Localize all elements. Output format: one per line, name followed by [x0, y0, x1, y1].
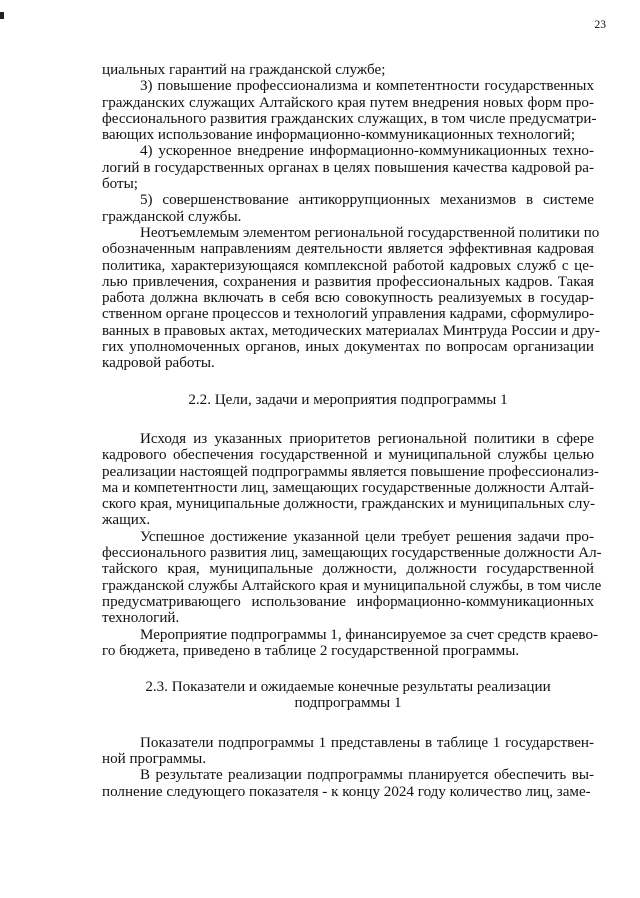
- text-line: логий в государственных органах в целях повышения качества кадровой ра-: [102, 159, 594, 176]
- paragraph: [102, 192, 594, 225]
- text-line: жащих.: [102, 512, 151, 529]
- paragraph: [102, 626, 599, 660]
- text-line: 3) повышение профессионализма и компетентности государственных: [140, 78, 594, 95]
- text-line: го бюджета, приведено в таблице 2 государственной программы.: [102, 642, 520, 659]
- paragraph: [102, 767, 594, 800]
- text-line: ского края, муниципальные должности, гражданских и муниципальных слу-: [102, 496, 596, 513]
- text-line: гих уполномоченных органов, иных документах по вопросам организации: [102, 339, 594, 356]
- text-line: полнение следующего показателя - к концу 2024 году количество лиц, заме-: [102, 783, 591, 800]
- document-body: [102, 62, 602, 800]
- heading-line: 2.2. Цели, задачи и мероприятия подпрограммы 1: [188, 391, 508, 408]
- text-line: Показатели подпрограммы 1 представлены в таблице 1 государствен-: [140, 734, 594, 751]
- text-line: тайского края, муниципальные должности, должности государственной: [102, 561, 594, 578]
- text-line: политика, характеризующаяся комплексной работой кадровых служб с це-: [102, 257, 594, 274]
- page-number: 23: [594, 19, 606, 31]
- text-line: гражданской службы Алтайского края и муниципальной службы, в том числе: [102, 577, 602, 594]
- paragraph: [102, 224, 600, 372]
- text-line: вающих использование информационно-коммуникационных технологий;: [102, 127, 576, 144]
- text-line: обозначенным направлениям деятельности является эффективная кадровая: [102, 241, 594, 258]
- text-line: технологий.: [102, 610, 180, 627]
- text-line: работа должна включать в себя всю совокупность реализуемых в государ-: [102, 290, 594, 307]
- text-line: ванных в правовых актах, методических материалах Минтруда России и дру-: [102, 322, 600, 339]
- text-line: кадрового обеспечения государственной и муниципальной службы целью: [102, 447, 594, 464]
- text-line: Мероприятие подпрограммы 1, финансируемое за счет средств краево-: [140, 626, 599, 643]
- text-line: гражданской службы.: [102, 208, 242, 225]
- text-line: фессионального развития гражданских служащих, в том числе предусматри-: [102, 110, 597, 127]
- text-line: кадровой работы.: [102, 355, 215, 372]
- text-line: боты;: [102, 176, 138, 193]
- paragraph: [102, 143, 594, 192]
- text-line: ной программы.: [102, 750, 207, 767]
- section-heading: [102, 679, 594, 712]
- text-line: В результате реализации подпрограммы планируется обеспечить вы-: [140, 767, 594, 784]
- text-line: ственном органе процессов и технологий управления кадрами, сформулиро-: [102, 306, 595, 323]
- text-line: Неотъемлемым элементом региональной государственной политики по: [140, 224, 600, 241]
- text-line: гражданских служащих Алтайского края путем внедрения новых форм про-: [102, 94, 594, 111]
- text-line: реализации настоящей подпрограммы является повышение профессионализ-: [102, 463, 599, 480]
- text-line: Успешное достижение указанной цели требует решения задачи про-: [140, 528, 594, 545]
- paragraph: [102, 78, 597, 144]
- margin-mark: [0, 12, 4, 19]
- paragraph: [102, 430, 599, 529]
- text-line: 4) ускоренное внедрение информационно-коммуникационных техно-: [140, 143, 594, 160]
- text-line: предусматривающего использование информационно-коммуникационных: [102, 593, 594, 610]
- text-line: ма и компетентности лиц, замещающих государственные должности Алтай-: [102, 479, 594, 496]
- paragraph: [102, 528, 602, 627]
- section-heading: [102, 392, 594, 408]
- heading-line: подпрограммы 1: [294, 695, 402, 712]
- paragraph: [102, 735, 594, 768]
- text-line: лью привлечения, сохранения и развития профессиональных кадров. Такая: [102, 273, 594, 290]
- heading-line: 2.3. Показатели и ожидаемые конечные результаты реализации: [145, 679, 551, 696]
- text-line: 5) совершенствование антикоррупционных механизмов в системе: [140, 192, 594, 209]
- text-line: циальных гарантий на гражданской службе;: [102, 62, 386, 78]
- text-line: Исходя из указанных приоритетов региональной политики в сфере: [140, 430, 594, 447]
- text-line: фессионального развития лиц, замещающих государственные должности Ал-: [102, 545, 602, 562]
- paragraph: [102, 62, 594, 78]
